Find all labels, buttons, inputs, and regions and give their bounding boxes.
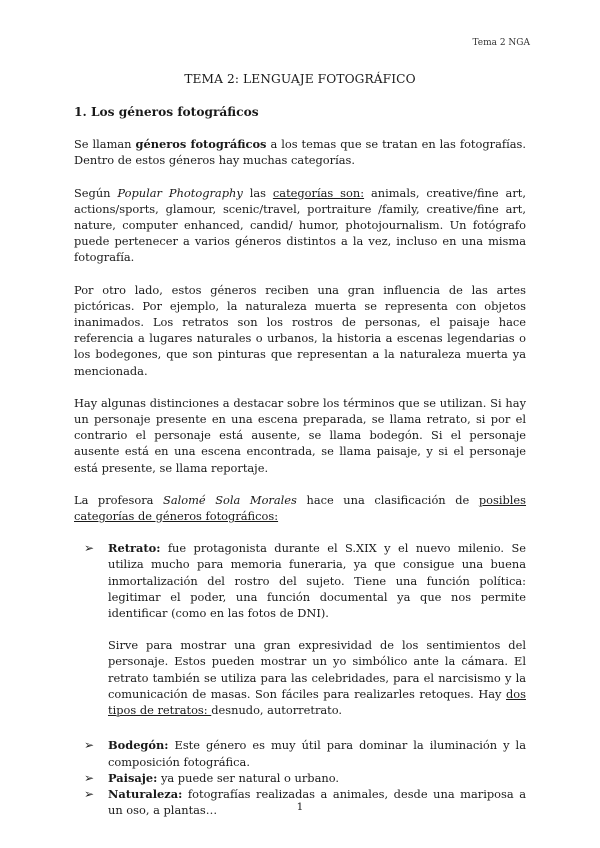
underlined-term: dos tipos de retratos:: [108, 686, 526, 718]
item-text: ya puede ser natural o urbano.: [157, 770, 339, 785]
arrow-bullet-icon: ➢: [84, 786, 95, 801]
text-run: hace una clasificación de: [296, 492, 479, 507]
paragraph-definition: [74, 136, 526, 168]
arrow-bullet-icon: ➢: [84, 541, 95, 556]
text-run: animals, creative/fine art, actions/sports, glamour, scenic/travel, portraiture /family, creative/fine art, nature, computer enhanced, candid/ humor, photojournalism. Un fotógrafo puede pertenecer a varios géneros distintos a la vez, incluso en una misma fotografía.: [74, 185, 526, 265]
page-header: Tema 2 NGA: [472, 38, 530, 48]
underlined-term: posibles categorías de géneros fotográficos:: [74, 492, 527, 524]
paragraph-categories: [74, 185, 526, 266]
item-text: fotografías realizadas a animales, desde una mariposa a un oso, a plantas…: [108, 786, 526, 818]
retrato-details: [74, 637, 526, 718]
paragraph-influence: Por otro lado, estos géneros reciben una gran influencia de las artes pictóricas. Por ejemplo, la naturaleza muerta se representa con objetos inanimados. Los retratos son los rostros de personas, el paisaje hace referencia a lugares naturales o urbanos, la historia a escenas legendarias o los bodegones, que son pinturas que representan a la naturaleza muerta ya mencionada.: [74, 282, 526, 378]
paragraph-classification: [74, 492, 526, 524]
section-heading: 1. Los géneros fotográficos: [74, 105, 259, 119]
text-run: Sirve para mostrar una gran expresividad de los sentimientos del personaje. Estos pueden mostrar un yo simbólico ante la cámara. El retrato también se utiliza para las celebridades, para el narcisismo y la comunicación de masas. Son fáciles para realizarles retoques. Hay: [108, 638, 526, 701]
item-label: Bodegón:: [108, 738, 169, 753]
item-text: fue protagonista durante el S.XIX y el nuevo milenio. Se utiliza mucho para memoria funeraria, ya que consigue una buena inmortalización del rostro del sujeto. Tiene una función política: legitimar el poder, una función documental ya que nos permite identificar (como en las fotos de DNI).: [108, 541, 526, 621]
page-number: 1: [296, 801, 304, 813]
arrow-bullet-icon: ➢: [84, 738, 95, 753]
paragraph-distinctions: Hay algunas distinciones a destacar sobre los términos que se utilizan. Si hay un personaje presente en una escena preparada, se llama retrato, si por el contrario el personaje está ausente, se llama bodegón. Si el personaje ausente está en una escena encontrada, se llama paisaje, y si el personaje está presente, se llama reportaje.: [74, 395, 526, 475]
list-item-paisaje: [74, 770, 526, 786]
item-text: Este género es muy útil para dominar la iluminación y la composición fotográfica.: [108, 738, 526, 769]
underlined-term: categorías son:: [272, 185, 365, 200]
document-title: TEMA 2: LENGUAJE FOTOGRÁFICO: [184, 72, 416, 86]
list-item-bodegon: [74, 737, 526, 769]
text-run: las: [242, 185, 273, 200]
text-run: Se llaman: [74, 137, 136, 152]
text-run: La profesora: [74, 492, 164, 507]
text-run: desnudo, autorretrato.: [211, 703, 343, 718]
arrow-bullet-icon: ➢: [84, 770, 95, 785]
bold-term: géneros fotográficos: [135, 137, 267, 152]
text-run: a los temas que se tratan en las fotografías. Dentro de estos géneros hay muchas categorías.: [74, 137, 527, 168]
document-body: [74, 104, 526, 818]
list-item-retrato: [74, 540, 526, 621]
genre-list: [74, 540, 526, 621]
text-run: Según: [74, 185, 118, 200]
italic-source: Popular Photography: [117, 185, 243, 200]
italic-name: Salomé Sola Morales: [163, 492, 297, 507]
item-label: Naturaleza:: [108, 786, 183, 801]
item-label: Retrato:: [108, 541, 161, 556]
item-label: Paisaje:: [108, 770, 158, 785]
